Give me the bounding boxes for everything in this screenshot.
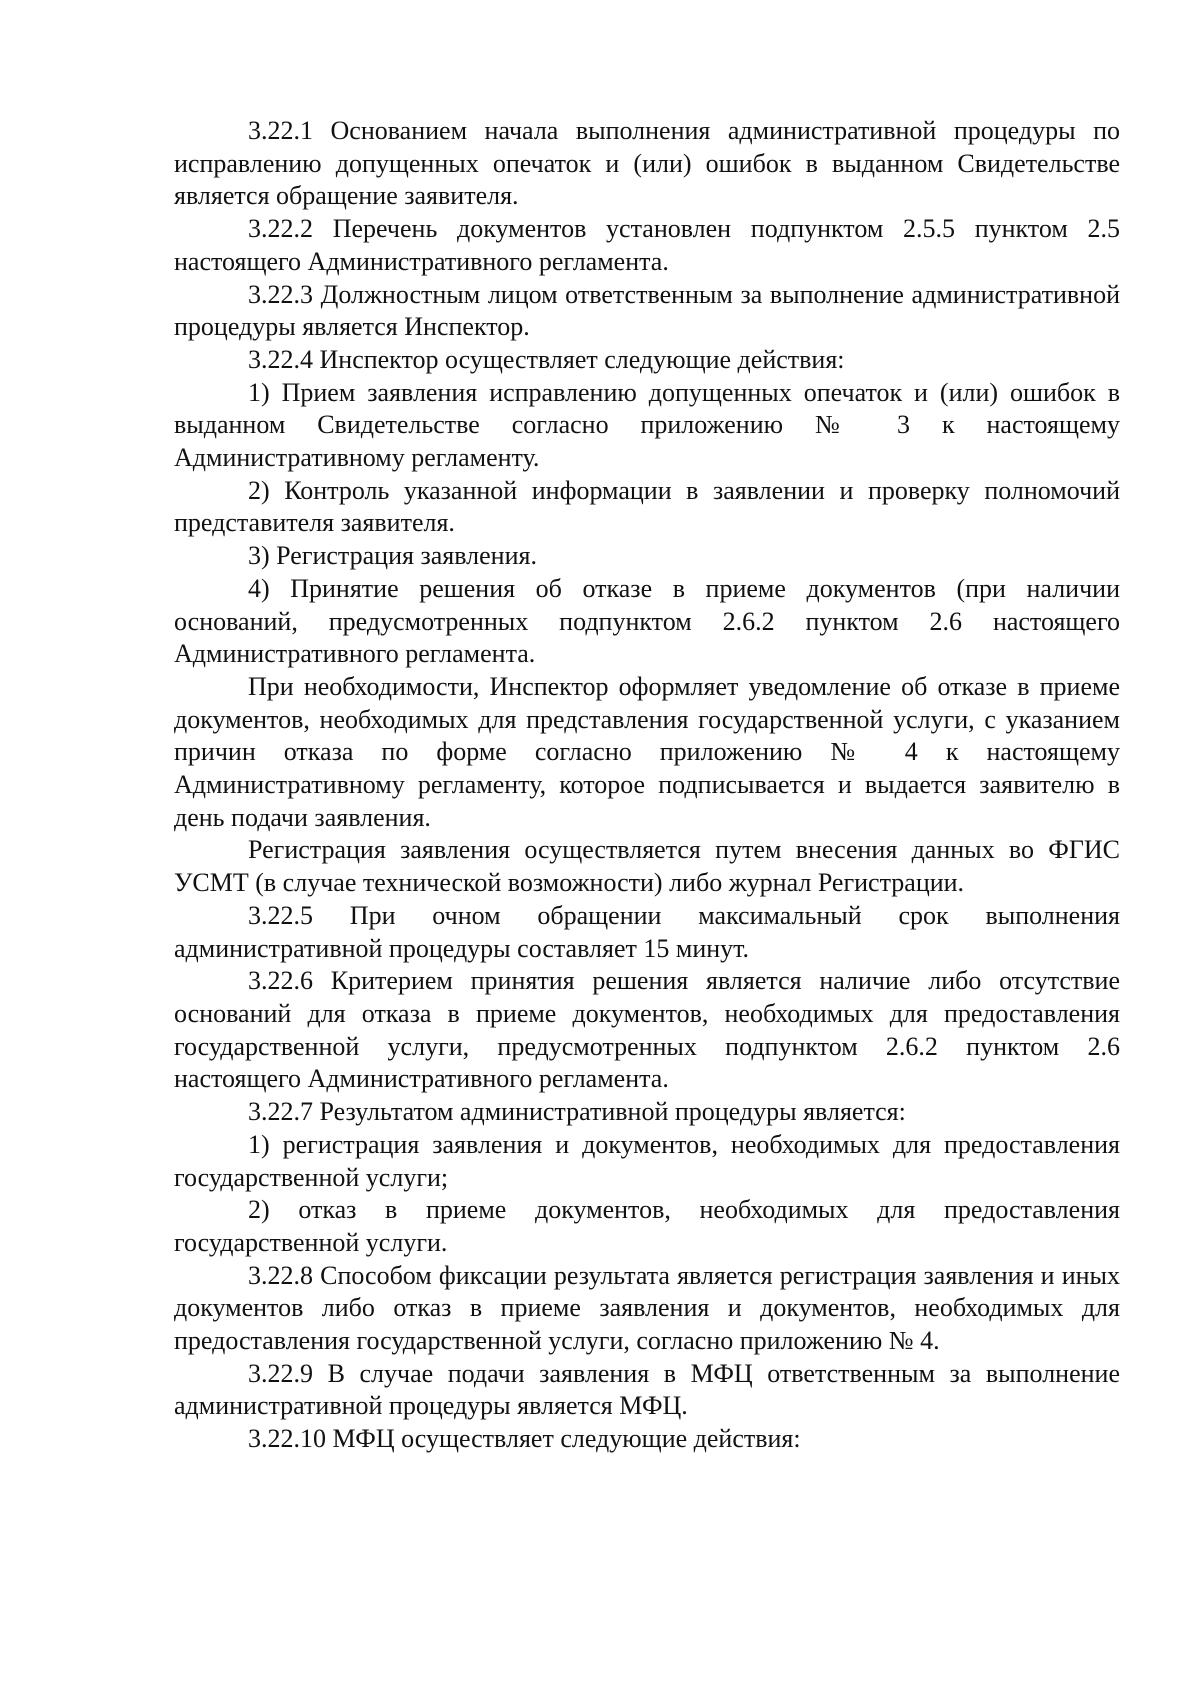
list-item-result-1: 1) регистрация заявления и документов, необходимых для предоставления государственной услуги;	[174, 1129, 1120, 1192]
paragraph-3-22-1: 3.22.1 Основанием начала выполнения административной процедуры по исправлению допущенных опечаток и (или) ошибок в выданном Свидетельстве является обращение заявителя.	[174, 116, 1120, 211]
paragraph-3-22-2: 3.22.2 Перечень документов установлен подпунктом 2.5.5 пунктом 2.5 настоящего Административного регламента.	[174, 214, 1120, 276]
paragraph-3-22-7: 3.22.7 Результатом административной процедуры является:	[248, 1097, 906, 1127]
paragraph-3-22-9: 3.22.9 В случае подачи заявления в МФЦ ответственным за выполнение административной процедуры является МФЦ.	[174, 1358, 1120, 1421]
paragraph-refusal-notice: При необходимости, Инспектор оформляет уведомление об отказе в приеме документов, необходимых для представления государственной услуги, с указанием причин отказа по форме согласно приложению № 4 к настоящему Административному регламенту, которое подписывается и выдается заявителю в день подачи заявления.	[174, 671, 1120, 832]
list-item-inspector-4: 4) Принятие решения об отказе в приеме документов (при наличии оснований, предусмотренных подпунктом 2.6.2 пунктом 2.6 настоящего Административного регламента.	[174, 573, 1120, 669]
list-item-inspector-2: 2) Контроль указанной информации в заявлении и проверку полномочий представителя заявителя.	[174, 475, 1120, 538]
paragraph-3-22-5: 3.22.5 При очном обращении максимальный срок выполнения административной процедуры составляет 15 минут.	[174, 900, 1120, 963]
paragraph-3-22-4: 3.22.4 Инспектор осуществляет следующие действия:	[248, 344, 845, 374]
paragraph-3-22-3: 3.22.3 Должностным лицом ответственным за выполнение административной процедуры является Инспектор.	[174, 279, 1120, 342]
document-body	[174, 115, 1120, 1456]
list-item-result-2: 2) отказ в приеме документов, необходимых для предоставления государственной услуги.	[174, 1195, 1120, 1257]
paragraph-3-22-8: 3.22.8 Способом фиксации результата является регистрация заявления и иных документов либо отказ в приеме заявления и документов, необходимых для предоставления государственной услуги, согласно приложению № 4.	[174, 1260, 1120, 1356]
paragraph-3-22-6: 3.22.6 Критерием принятия решения является наличие либо отсутствие оснований для отказа в приеме документов, необходимых для предоставления государственной услуги, предусмотренных подпунктом 2.6.2 пунктом 2.6 настоящего Административного регламента.	[174, 966, 1120, 1094]
list-item-inspector-3: 3) Регистрация заявления.	[248, 541, 537, 571]
list-item-inspector-1: 1) Прием заявления исправлению допущенных опечаток и (или) ошибок в выданном Свидетельстве согласно приложению № 3 к настоящему Административному регламенту.	[174, 377, 1120, 473]
paragraph-3-22-10: 3.22.10 МФЦ осуществляет следующие действия:	[248, 1424, 801, 1454]
paragraph-registration: Регистрация заявления осуществляется путем внесения данных во ФГИС УСМТ (в случае технической возможности) либо журнал Регистрации.	[174, 835, 1120, 898]
